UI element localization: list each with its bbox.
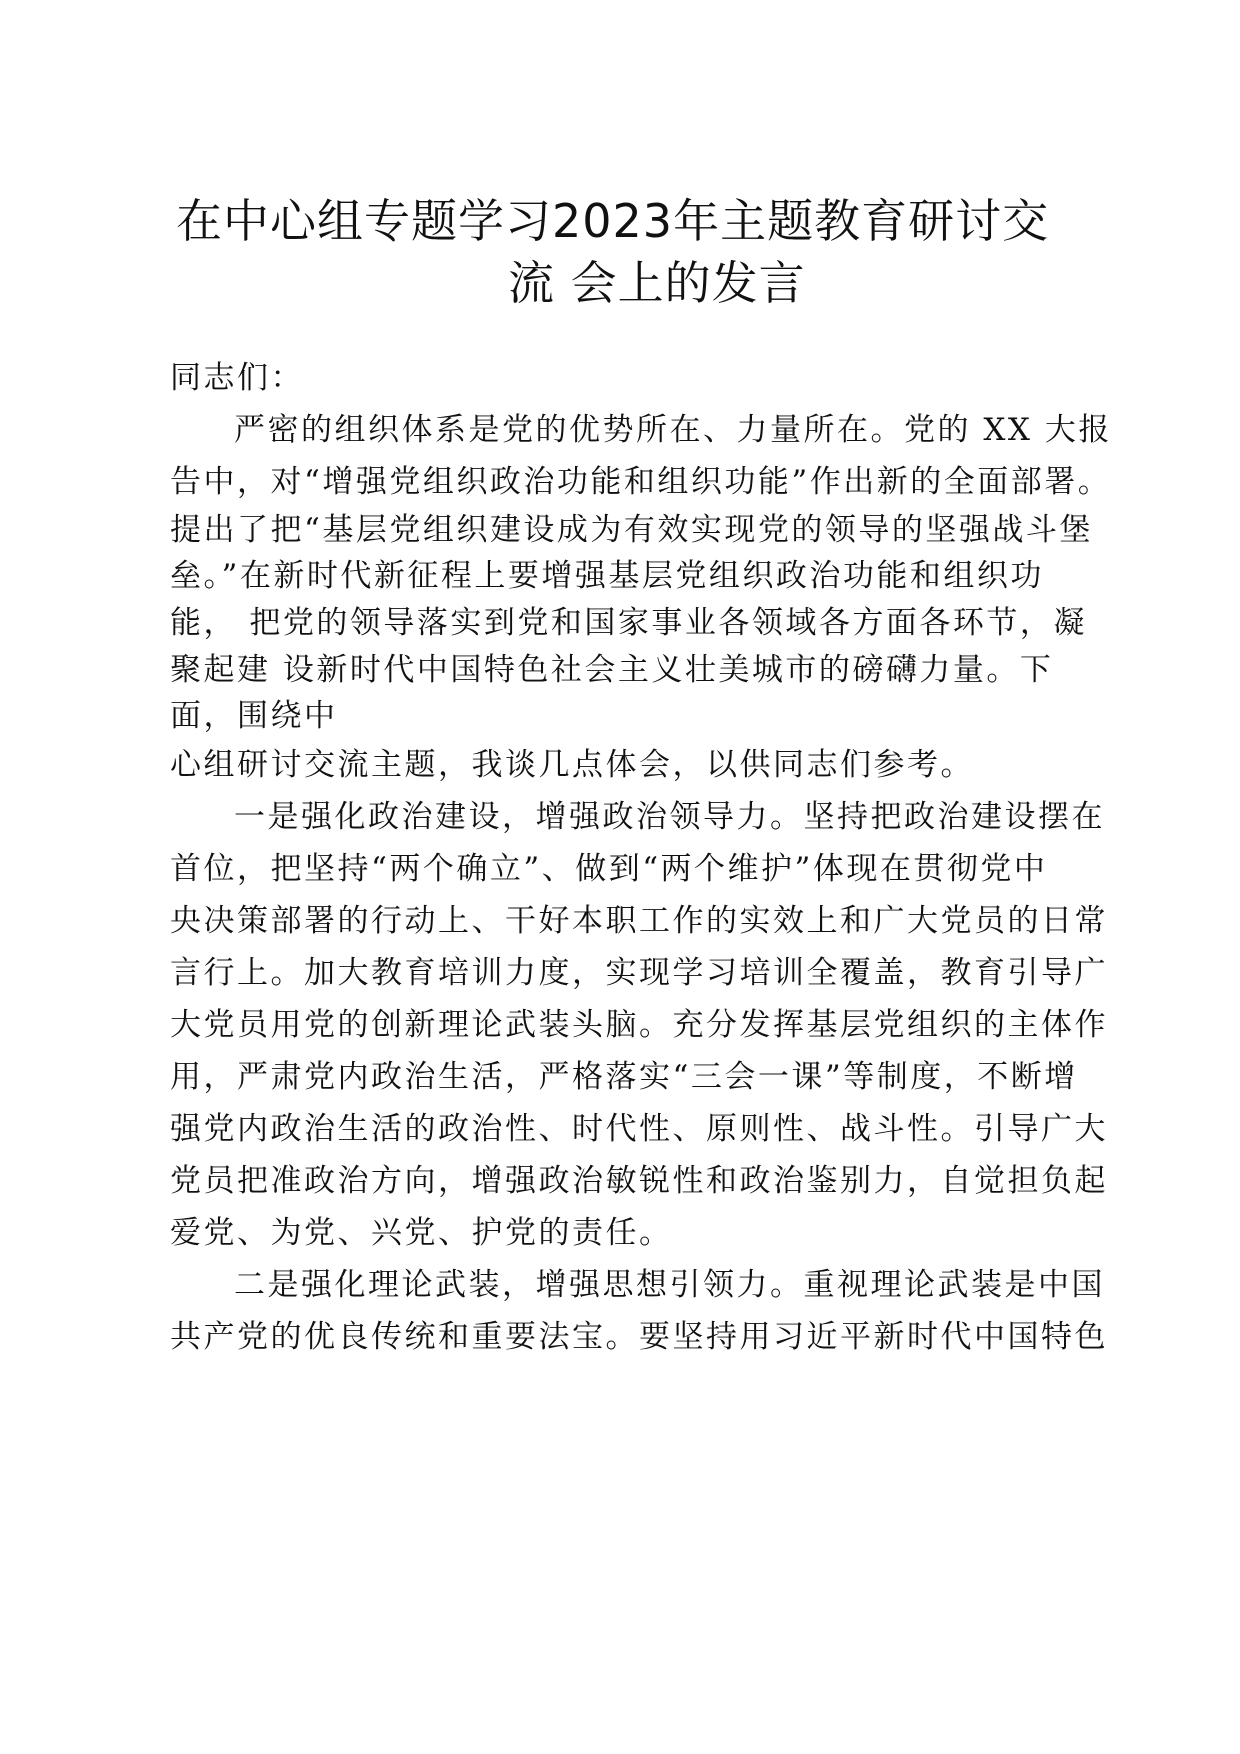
body-line: 言行上。加大教育培训力度，实现学习培训全覆盖，教育引导广: [170, 955, 1108, 991]
body-line: 央决策部署的行动上、干好本职工作的实效上和广大党员的日常: [170, 903, 1108, 939]
body-line: 二是强化理论武装，增强思想引领力。重视理论武装是中国: [234, 1267, 1105, 1303]
body-line: 心组研讨交流主题，我谈几点体会，以供同志们参考。: [170, 747, 974, 783]
body-line: 告中，对“增强党组织政治功能和组织功能”作出新的全面部署。: [170, 464, 1112, 500]
body-line: 强党内政治生活的政治性、时代性、原则性、战斗性。引导广大: [170, 1111, 1108, 1147]
body-line: 用，严肃党内政治生活，严格落实“三会一课”等制度，不断增: [170, 1059, 1078, 1095]
body-line: 首位，把坚持“两个确立”、做到“两个维护”体现在贯彻党中: [170, 851, 1048, 887]
body-line: 面，围绕中: [170, 698, 338, 734]
document-title-line-1: 在中心组专题学习2023年主题教育研讨交: [176, 194, 1050, 248]
body-line: 严密的组织体系是党的优势所在、力量所在。党的 XX 大报: [234, 412, 1112, 448]
body-line: 提出了把“基层党组织建设成为有效实现党的领导的坚强战斗堡: [170, 512, 1093, 548]
body-line: 党员把准政治方向，增强政治敏锐性和政治鉴别力，自觉担负起: [170, 1163, 1108, 1199]
document-title-line-2: 流 会上的发言: [508, 256, 806, 310]
body-line: 能， 把党的领导落实到党和国家事业各领域各方面各环节，凝: [170, 605, 1087, 641]
body-line: 垒。”在新时代新征程上要增强基层党组织政治功能和组织功: [170, 558, 1044, 594]
body-line: 聚起建 设新时代中国特色社会主义壮美城市的磅礴力量。下: [170, 652, 1054, 688]
body-line: 爱党、为党、兴党、护党的责任。: [170, 1215, 673, 1251]
body-line: 大党员用党的创新理论武装头脑。充分发挥基层党组织的主体作: [170, 1007, 1108, 1043]
body-line: 共产党的优良传统和重要法宝。要坚持用习近平新时代中国特色: [170, 1319, 1108, 1355]
salutation: 同志们：: [170, 360, 304, 396]
body-line: 一是强化政治建设，增强政治领导力。坚持把政治建设摆在: [234, 799, 1105, 835]
